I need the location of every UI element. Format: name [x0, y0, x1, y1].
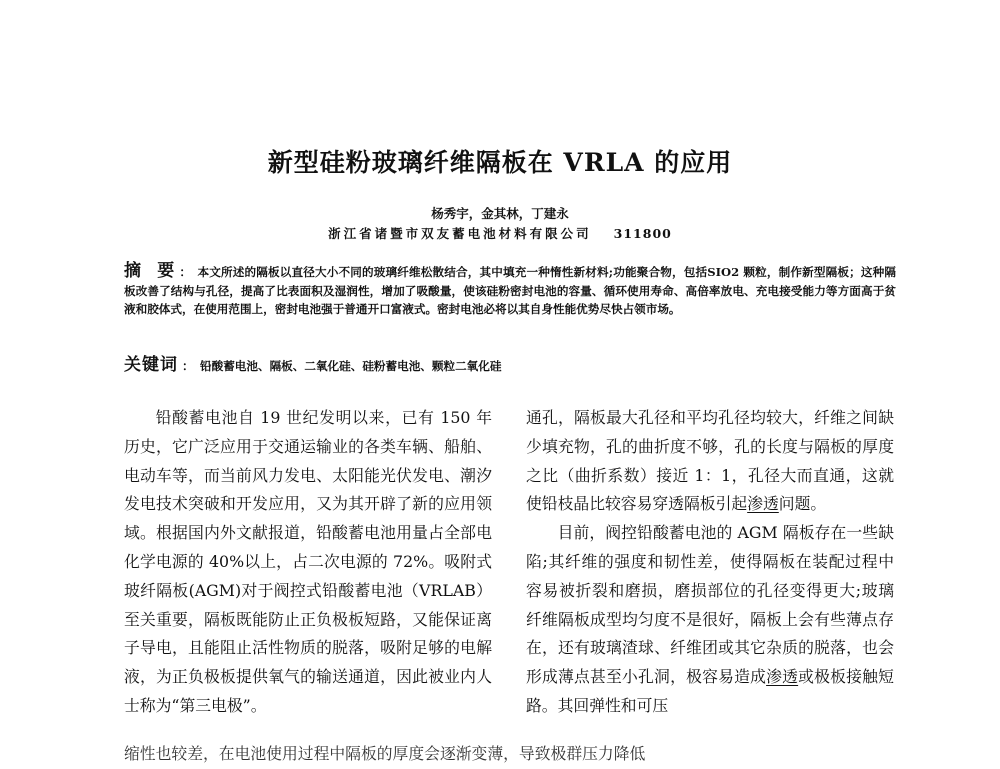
- paper-title: 新型硅粉玻璃纤维隔板在 VRLA 的应用: [267, 148, 733, 177]
- abstract-block: [124, 262, 896, 319]
- author-list: 杨秀宇，金其林，丁建永: [431, 206, 569, 221]
- abstract-label-colon: ：: [179, 265, 192, 279]
- body-paragraph: 铅酸蓄电池自 19 世纪发明以来，已有 150 年历史，它广泛应用于交通运输业的各类车辆、船舶、电动车等，而当前风力发电、太阳能光伏发电、潮汐发电技术突破和开发应用，又为其开辟了新的应用领域。根据国内外文献报道，铅酸蓄电池用量占全部电化学电源的 40%以上，占二次电源的 72%。吸附式玻纤隔板(AGM)对于阀控式铅酸蓄电池（VRLAB）至关重要，隔板既能防止正负极板短路，又能保证离子导电，且能阻止活性物质的脱落，吸附足够的电解液，为正负极板提供氧气的输送通道，因此被业内人士称为“第三电极”。: [124, 408, 492, 715]
- cut-off-line: 缩性也较差，在电池使用过程中隔板的厚度会逐渐变薄，导致极群压力降低: [124, 744, 646, 763]
- postcode: 311800: [613, 226, 672, 241]
- paragraph-text: 或极板接触短路。其回弹性和可压: [526, 667, 894, 715]
- underlined-term: 渗透: [766, 667, 799, 687]
- keywords-label-colon: ：: [182, 359, 195, 373]
- body-paragraph: [526, 404, 894, 519]
- keywords-text: 铅酸蓄电池、隔板、二氧化硅、硅粉蓄电池、颗粒二氧化硅: [200, 359, 502, 373]
- paragraph-text: 通孔，隔板最大孔径和平均孔径均较大，纤维之间缺少填充物，孔的曲折度不够，孔的长度与隔板的厚度之比（曲折系数）接近 1：1，孔径大而直通，这就使铅枝晶比较容易穿透隔板引起: [526, 408, 894, 514]
- underlined-term: 渗透: [747, 494, 779, 514]
- body-column-right: [526, 404, 894, 721]
- affiliation: [0, 224, 1000, 242]
- abstract-label: 摘 要: [124, 261, 180, 281]
- body-paragraph: [526, 519, 894, 721]
- affiliation-name: 浙江省诸暨市双友蓄电池材料有限公司: [328, 226, 592, 241]
- body-column-left: [124, 404, 492, 721]
- abstract-text: 本文所述的隔板以直径大小不同的玻璃纤维松散结合，其中填充一种惰性新材料;功能聚合物，包括SIO2 颗粒，制作新型隔板；这种隔板改善了结构与孔径，提高了比表面积及湿润性，增加了吸酸量，使该硅粉密封电池的容量、循环使用寿命、高倍率放电、充电接受能力等方面高于贫液和胶体式，在使用范围上，密封电池强于普通开口富液式。密封电池必将以其自身性能优势尽快占领市场。: [124, 265, 896, 316]
- paragraph-text: 问题。: [778, 494, 827, 514]
- keywords-block: [124, 350, 896, 375]
- paragraph-text: 目前，阀控铅酸蓄电池的 AGM 隔板存在一些缺陷;其纤维的强度和韧性差，使得隔板在装配过程中容易被折裂和磨损，磨损部位的孔径变得更大;玻璃纤维隔板成型均匀度不是很好，隔板上会有些薄点存在，还有玻璃渣球、纤维团或其它杂质的脱落，也会形成薄点甚至小孔洞，极容易造成: [526, 523, 894, 687]
- keywords-label: 关键词: [124, 355, 178, 375]
